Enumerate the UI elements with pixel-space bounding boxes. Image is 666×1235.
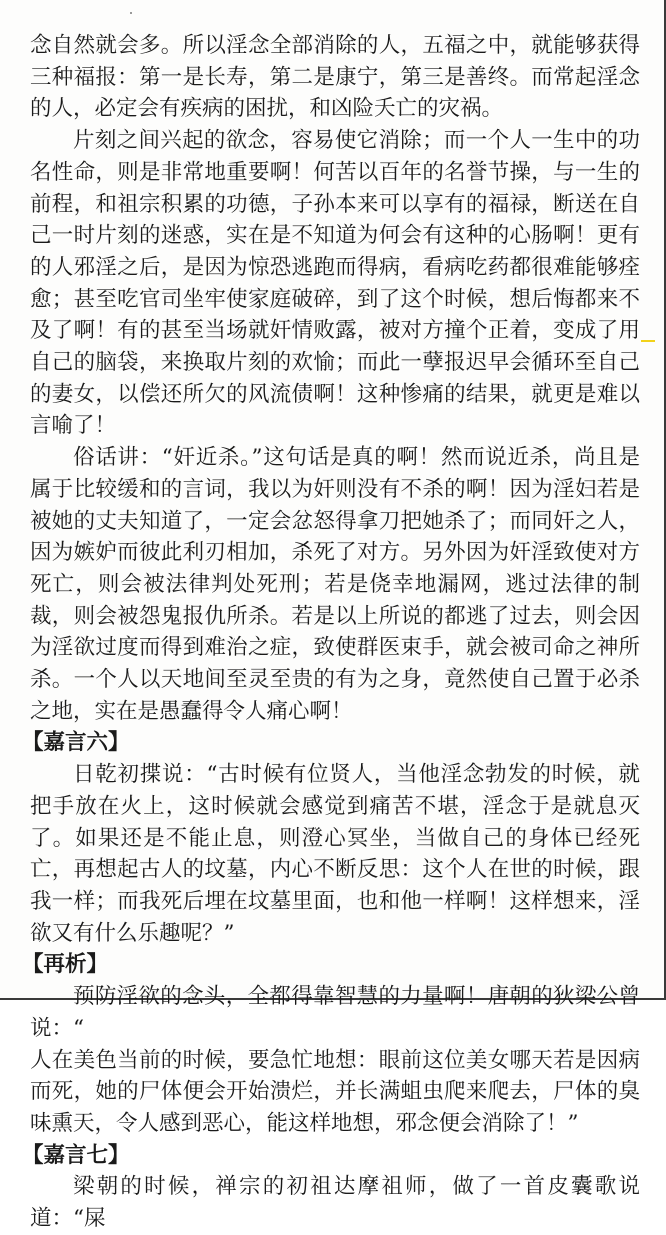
paragraph-analysis-quote: 人在美色当前的时候，要急忙地想：眼前这位美女哪天若是因病而死，她的尸体便会开始溃烂，并长满蛆虫爬来爬去，尸体的臭味熏天，令人感到恶心，能这样地想，邪念便会消除了！”	[30, 1047, 640, 1136]
section-heading-analysis: 【再析】	[22, 952, 109, 978]
paragraph-3: 俗话讲：“奸近杀。”这句话是真的啊！然而说近杀，尚且是属于比较缓和的言词，我以为奸则没有不杀的啊！因为淫妇若是被她的丈夫知道了，一定会忿怒得拿刀把她杀了；而同奸之人，因为嫉妒而彼此利刃相加，杀死了对方。另外因为奸淫致使对方死亡，则会被法律判处死刑；若是侥幸地漏网，逃过法律的制裁，则会被怨鬼报仇所杀。若是以上所说的都逃了过去，则会因为淫欲过度而得到难治之症，致使群医束手，就会被司命之神所杀。一个人以天地间至灵至贵的有为之身，竟然使自己置于必杀之地，实在是愚蠢得令人痛心啊！	[30, 445, 640, 724]
section-heading-jiayan-seven: 【嘉言七】	[22, 1142, 130, 1168]
paragraph-1: 念自然就会多。所以淫念全部消除的人，五福之中，就能够获得三种福报：第一是长寿，第二是康宁，第三是善终。而常起淫念的人，必定会有疾病的困扰，和凶险夭亡的灾祸。	[30, 33, 640, 122]
paragraph-2: 片刻之间兴起的欲念，容易使它消除；而一个人一生中的功名性命，则是非常地重要啊！何苦以百年的名誉节操，与一生的前程，和祖宗积累的功德，子孙本来可以享有的福禄，断送在自己一时片刻的迷惑，实在是不知道为何会有这种的心肠啊！更有的人邪淫之后，是因为惊恐逃跑而得病，看病吃药都很难能够痊愈；甚至吃官司坐牢使家庭破碎，到了这个时候，想后悔都来不及了啊！有的甚至当场就奸情败露，被对方撞个正着，变成了用自己的脑袋，来换取片刻的欢愉；而此一孽报迟早会循环至自己的妻女，以偿还所欠的风流债啊！这种惨痛的结果，就更是难以言喻了！	[30, 128, 640, 439]
page-body-text	[22, 30, 640, 1235]
paragraph-jiayan-six: 日乾初揲说：“古时候有位贤人，当他淫念勃发的时候，就把手放在火上，这时候就会感觉到痛苦不堪，淫念于是就息灭了。如果还是不能止息，则澄心冥坐，当做自己的身体已经死亡，再想起古人的坟墓，内心不断反思：这个人在世的时候，跟我一样；而我死后埋在坟墓里面，也和他一样啊！这样想来，淫欲又有什么乐趣呢？”	[30, 762, 640, 946]
paragraph-analysis-intro: 预防淫欲的念头，全都得靠智慧的力量啊！唐朝的狄梁公曾说：“	[30, 984, 640, 1041]
paragraph-jiayan-seven: 梁朝的时候，禅宗的初祖达摩祖师，做了一首皮囊歌说道：“屎	[30, 1174, 640, 1232]
margin-highlight-mark	[641, 340, 655, 342]
scan-speck	[130, 12, 132, 14]
section-heading-jiayan-six: 【嘉言六】	[22, 730, 130, 756]
